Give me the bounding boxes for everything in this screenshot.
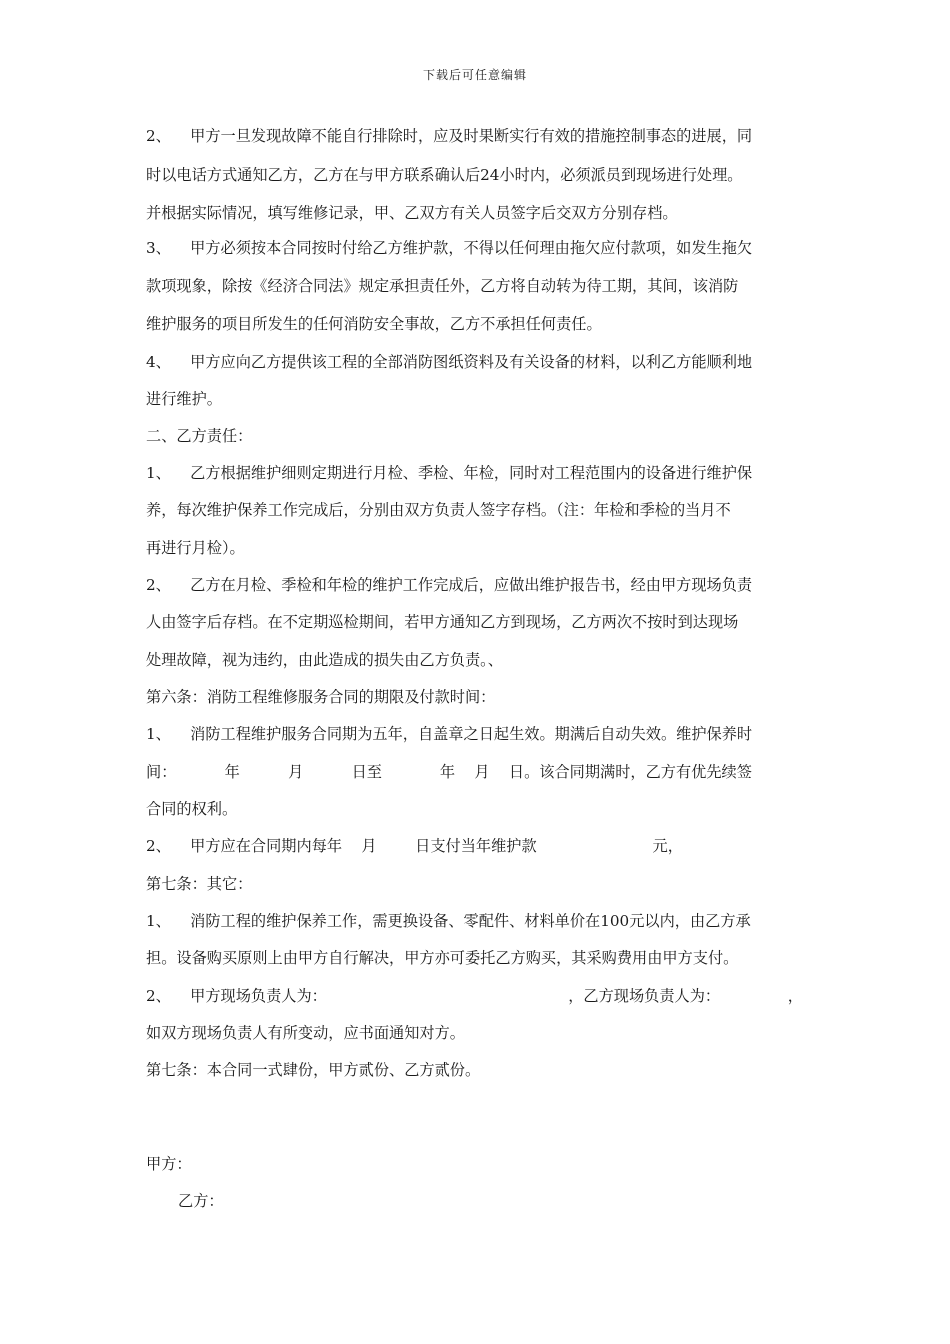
clause-text-line: 2、 甲方应在合同期内每年 月 日支付当年维护款 元， <box>146 837 683 855</box>
article-heading: 第七条：其它： <box>146 875 253 893</box>
article-heading: 第六条：消防工程维修服务合同的期限及付款时间： <box>146 688 496 706</box>
clause-text-line: 合同的权利。 <box>146 800 238 818</box>
clause-text-line: 处理故障，视为违约，由此造成的损失由乙方负责。、 <box>146 651 503 669</box>
clause-text-line: 并根据实际情况，填写维修记录，甲、乙双方有关人员签字后交双方分别存档。 <box>146 204 678 222</box>
clause-text-line: 进行维护。 <box>146 390 222 408</box>
clause-text-line: 3、 甲方必须按本合同按时付给乙方维护款，不得以任何理由拖欠应付款项，如发生拖欠 <box>146 239 753 257</box>
clause-text-line: 时以电话方式通知乙方，乙方在与甲方联系确认后24小时内，必须派员到现场进行处理。 <box>146 166 743 184</box>
party-b-signature: 乙方： <box>178 1192 224 1210</box>
clause-text-line: 养，每次维护保养工作完成后，分别由双方负责人签字存档。（注：年检和季检的当月不 <box>146 501 731 519</box>
page-header: 下载后可任意编辑 <box>422 68 527 82</box>
clause-text-line: 再进行月检）。 <box>146 539 245 557</box>
clause-text-line: 1、 消防工程的维护保养工作，需更换设备、零配件、材料单价在100元以内，由乙方承 <box>146 912 751 930</box>
clause-text-line: 4、 甲方应向乙方提供该工程的全部消防图纸资料及有关设备的材料，以利乙方能顺利地 <box>146 353 753 371</box>
party-a-signature: 甲方： <box>146 1155 192 1173</box>
clause-text-line: 维护服务的项目所发生的任何消防安全事故，乙方不承担任何责任。 <box>146 315 602 333</box>
clause-text-line: 1、 消防工程维护服务合同期为五年，自盖章之日起生效。期满后自动失效。维护保养时 <box>146 725 753 743</box>
clause-text-line: 担。设备购买原则上由甲方自行解决，甲方亦可委托乙方购买，其采购费用由甲方支付。 <box>146 949 739 967</box>
clause-text-line: 1、 乙方根据维护细则定期进行月检、季检、年检，同时对工程范围内的设备进行维护保 <box>146 464 753 482</box>
section-heading: 二、乙方责任： <box>146 427 253 445</box>
clause-text-line: 人由签字后存档。在不定期巡检期间，若甲方通知乙方到现场，乙方两次不按时到达现场 <box>146 613 739 631</box>
clause-text-line: 2、 乙方在月检、季检和年检的维护工作完成后，应做出维护报告书，经由甲方现场负责 <box>146 576 753 594</box>
clause-text-line: 款项现象，除按《经济合同法》规定承担责任外，乙方将自动转为待工期，其间，该消防 <box>146 277 739 295</box>
article-heading: 第七条：本合同一式肆份，甲方贰份、乙方贰份。 <box>146 1061 481 1079</box>
clause-text-line: 如双方现场负责人有所变动，应书面通知对方。 <box>146 1024 465 1042</box>
clause-text-line: 2、 甲方一旦发现故障不能自行排除时，应及时果断实行有效的措施控制事态的进展，同 <box>146 127 753 145</box>
clause-text-line: 2、 甲方现场负责人为： ，乙方现场负责人为： ， <box>146 987 803 1005</box>
clause-text-line: 间： 年 月 日至 年 月 日。该合同期满时，乙方有优先续签 <box>146 763 752 781</box>
